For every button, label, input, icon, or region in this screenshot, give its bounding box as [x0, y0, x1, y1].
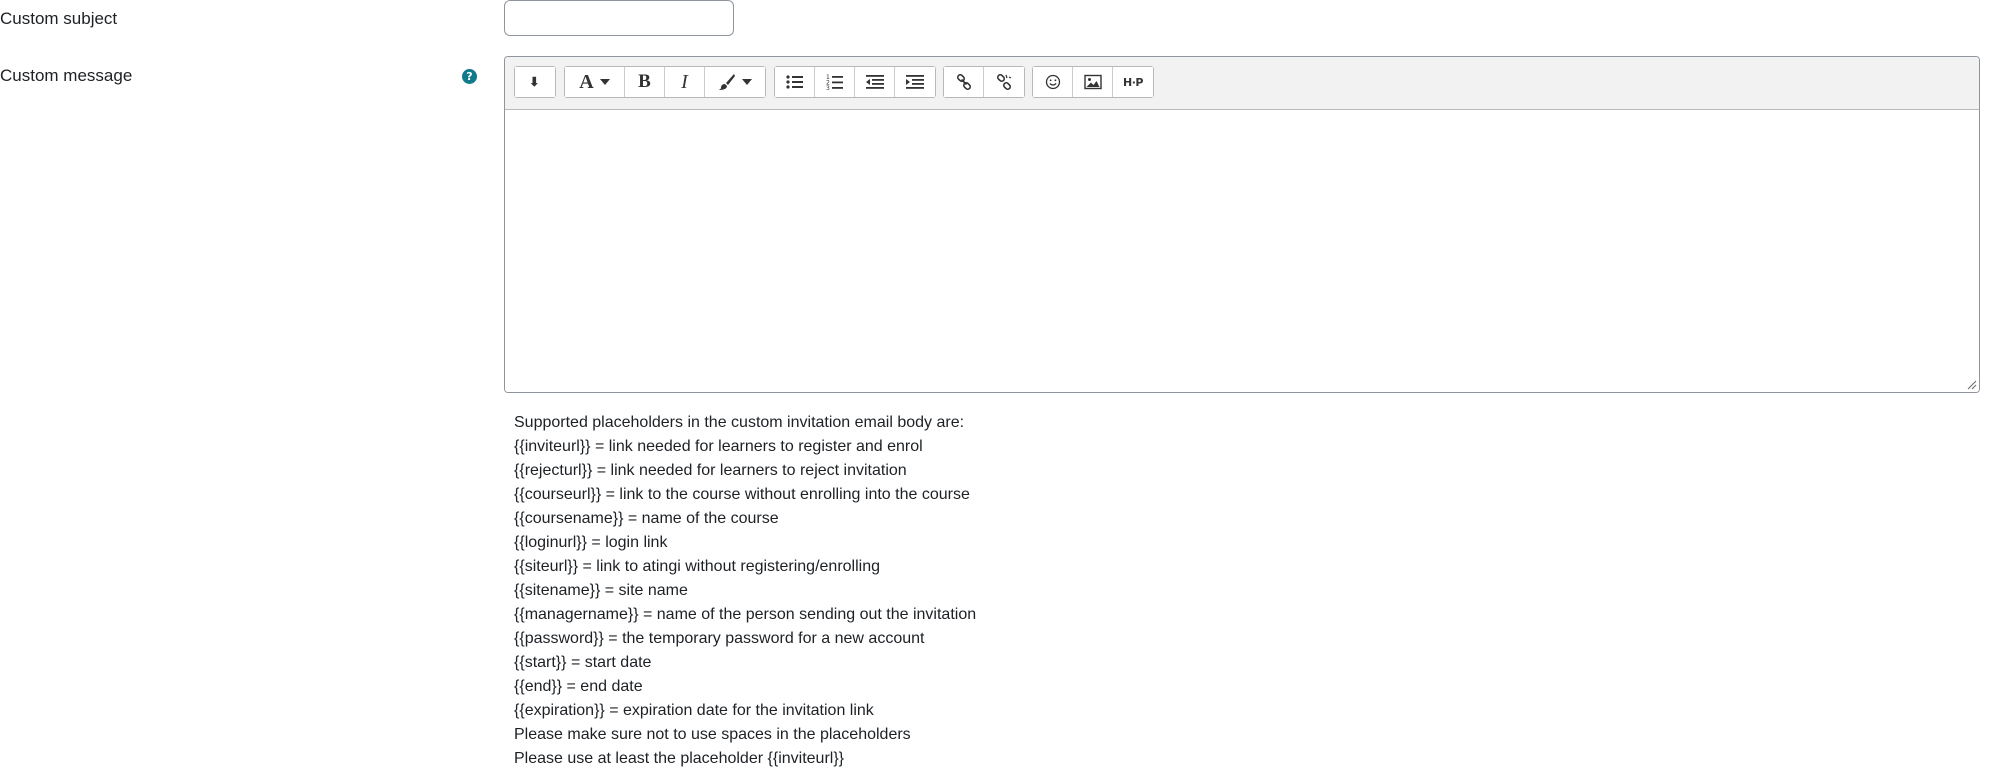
placeholder-help-text: [514, 411, 976, 771]
show-more-button[interactable]: [515, 67, 555, 97]
help-line: {{siteurl}} = link to atingi without registering/enrolling: [514, 558, 880, 575]
toolbar-group-links: [943, 66, 1025, 98]
bold-icon: B: [638, 71, 651, 92]
emoticon-icon: [1045, 74, 1061, 90]
help-line: Please use at least the placeholder {{inviteurl}}: [514, 750, 845, 767]
emoticon-button[interactable]: [1033, 67, 1073, 97]
custom-message-label: Custom message: [0, 66, 133, 85]
font-color-button[interactable]: [705, 67, 765, 97]
help-line: {{inviteurl}} = link needed for learners to register and enrol: [514, 438, 923, 455]
h5p-button[interactable]: [1113, 67, 1153, 97]
message-editor: [504, 56, 1980, 393]
indent-icon: [906, 74, 924, 90]
toolbar-group-lists: [774, 66, 936, 98]
unlink-button[interactable]: [984, 67, 1024, 97]
unordered-list-icon: [786, 74, 804, 90]
bold-button[interactable]: [625, 67, 665, 97]
link-icon: [956, 74, 972, 90]
font-style-button[interactable]: [565, 67, 625, 97]
help-line: {{loginurl}} = login link: [514, 534, 668, 551]
italic-button[interactable]: [665, 67, 705, 97]
help-line: {{courseurl}} = link to the course without enrolling into the course: [514, 486, 970, 503]
help-line: {{start}} = start date: [514, 654, 652, 671]
svg-text:1: 1: [825, 74, 830, 81]
brush-icon: [718, 73, 736, 91]
toolbar-group-collapse: [514, 66, 556, 98]
custom-subject-label: Custom subject: [0, 9, 118, 28]
svg-text:2: 2: [825, 79, 830, 87]
chevron-down-icon: [600, 79, 610, 85]
editor-toolbar: [505, 57, 1979, 110]
ordered-list-icon: [826, 73, 844, 91]
outdent-icon: [866, 74, 884, 90]
help-line: {{rejecturl}} = link needed for learners to reject invitation: [514, 462, 907, 479]
link-button[interactable]: [944, 67, 984, 97]
h5p-icon: H·P: [1123, 75, 1143, 89]
show-more-icon: [528, 75, 542, 89]
indent-button[interactable]: [895, 67, 935, 97]
help-icon[interactable]: ?: [462, 69, 477, 84]
outdent-button[interactable]: [855, 67, 895, 97]
unlink-icon: [996, 74, 1012, 90]
svg-text:3: 3: [825, 85, 830, 91]
help-line: {{end}} = end date: [514, 678, 643, 695]
image-button[interactable]: [1073, 67, 1113, 97]
unordered-list-button[interactable]: [775, 67, 815, 97]
help-line: {{coursename}} = name of the course: [514, 510, 779, 527]
help-line: {{password}} = the temporary password for a new account: [514, 630, 925, 647]
help-line: Supported placeholders in the custom invitation email body are:: [514, 414, 965, 431]
toolbar-group-insert: [1032, 66, 1154, 98]
font-style-icon: A: [579, 70, 594, 93]
custom-subject-input[interactable]: [504, 0, 734, 36]
toolbar-group-style: [564, 66, 766, 98]
help-line: {{managername}} = name of the person sending out the invitation: [514, 606, 977, 623]
help-line: Please make sure not to use spaces in the placeholders: [514, 726, 911, 743]
message-editor-content[interactable]: [505, 110, 1979, 392]
resize-handle-icon[interactable]: [1965, 378, 1977, 390]
italic-icon: I: [681, 70, 688, 93]
ordered-list-button[interactable]: [815, 67, 855, 97]
help-line: {{expiration}} = expiration date for the invitation link: [514, 702, 874, 719]
chevron-down-icon: [742, 79, 752, 85]
image-icon: [1084, 74, 1102, 90]
help-line: {{sitename}} = site name: [514, 582, 688, 599]
